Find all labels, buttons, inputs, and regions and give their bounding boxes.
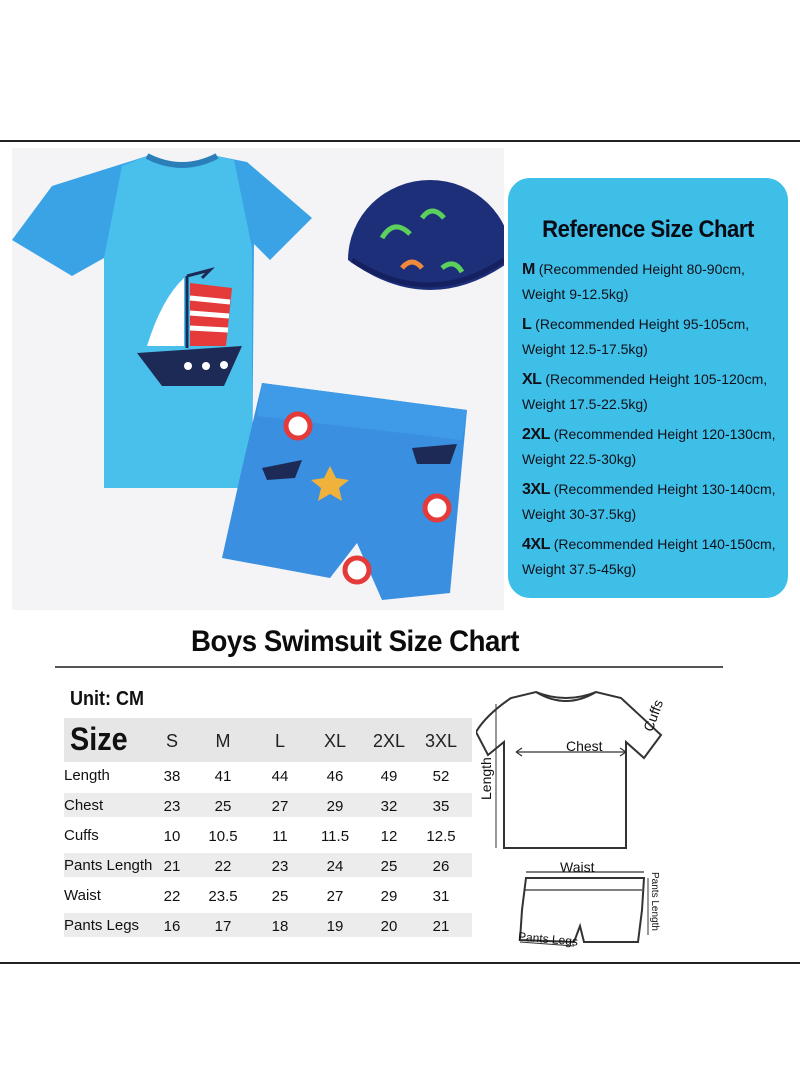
length-label: Length xyxy=(478,757,494,800)
row-label-chest: Chest xyxy=(64,797,104,814)
reference-item-m xyxy=(522,257,784,307)
swimsuit-illustration xyxy=(12,148,504,610)
table-cell: 23 xyxy=(271,858,289,875)
table-cell: 11.5 xyxy=(320,828,350,845)
reference-item-3xl xyxy=(522,477,784,527)
size-header-xl: XL xyxy=(323,731,347,751)
size-header-s: S xyxy=(165,731,178,751)
reference-weight: Weight 9-12.5kg) xyxy=(522,286,629,302)
reference-height: (Recommended Height 130-140cm, xyxy=(549,481,776,497)
table-cell: 16 xyxy=(163,918,181,935)
table-cell: 49 xyxy=(380,768,398,785)
table-cell: 41 xyxy=(214,768,232,785)
reference-weight: Weight 22.5-30kg) xyxy=(522,451,637,467)
row-label-pants-legs: Pants Legs xyxy=(64,917,140,934)
reference-height: (Recommended Height 95-105cm, xyxy=(531,316,750,332)
chest-label: Chest xyxy=(566,738,603,754)
table-cell: 17 xyxy=(214,918,232,935)
table-cell: 23.5 xyxy=(208,888,238,905)
reference-weight: Weight 37.5-45kg) xyxy=(522,561,637,577)
size-code: 2XL xyxy=(522,426,550,443)
table-cell: 11 xyxy=(272,828,288,845)
table-cell: 18 xyxy=(271,918,289,935)
row-label-length: Length xyxy=(64,767,110,784)
waist-label: Waist xyxy=(560,859,595,875)
table-cell: 20 xyxy=(380,918,398,935)
table-cell: 23 xyxy=(163,798,181,815)
reference-item-4xl xyxy=(522,532,784,582)
table-cell: 31 xyxy=(432,888,450,905)
reference-title: Reference Size Chart xyxy=(542,216,754,243)
table-cell: 35 xyxy=(432,798,450,815)
row-label-waist: Waist xyxy=(64,887,101,904)
size-code: 3XL xyxy=(522,481,550,498)
product-photo xyxy=(12,148,504,610)
table-cell: 46 xyxy=(326,768,344,785)
reference-item-xl xyxy=(522,367,784,417)
size-code: L xyxy=(522,316,532,333)
bottom-frame-rule xyxy=(0,962,800,964)
table-cell: 21 xyxy=(163,858,181,875)
table-cell: 25 xyxy=(214,798,232,815)
table-cell: 19 xyxy=(326,918,344,935)
table-cell: 25 xyxy=(380,858,398,875)
title-divider xyxy=(55,666,723,668)
table-cell: 38 xyxy=(163,768,181,785)
unit-label: Unit: CM xyxy=(70,688,144,710)
size-code: 4XL xyxy=(522,536,550,553)
size-code: M xyxy=(522,261,535,278)
reference-size-card xyxy=(508,178,788,598)
table-cell: 24 xyxy=(326,858,344,875)
garment-outline-diagram xyxy=(476,680,696,950)
table-cell: 12.5 xyxy=(426,828,456,845)
pants-legs-label: Pants Legs xyxy=(517,929,579,949)
reference-height: (Recommended Height 120-130cm, xyxy=(549,426,776,442)
table-cell: 29 xyxy=(326,798,344,815)
table-cell: 25 xyxy=(271,888,289,905)
size-header-m: M xyxy=(215,731,231,751)
table-cell: 44 xyxy=(271,768,289,785)
reference-item-l xyxy=(522,312,784,362)
table-cell: 52 xyxy=(432,768,450,785)
table-cell: 10 xyxy=(163,828,181,845)
pants-length-label: Pants Length xyxy=(649,872,660,931)
reference-item-2xl xyxy=(522,422,784,472)
reference-height: (Recommended Height 105-120cm, xyxy=(541,371,768,387)
row-label-cuffs: Cuffs xyxy=(64,827,99,844)
measurement-diagram xyxy=(476,680,696,950)
table-cell: 26 xyxy=(432,858,450,875)
size-chart-title: Boys Swimsuit Size Chart xyxy=(191,625,519,658)
reference-height: (Recommended Height 140-150cm, xyxy=(549,536,776,552)
table-cell: 12 xyxy=(380,828,398,845)
table-cell: 22 xyxy=(163,888,181,905)
table-cell: 10.5 xyxy=(208,828,238,845)
row-label-pants-length: Pants Length xyxy=(64,857,153,874)
table-cell: 21 xyxy=(432,918,450,935)
table-cell: 29 xyxy=(380,888,398,905)
size-code: XL xyxy=(522,371,542,388)
reference-weight: Weight 30-37.5kg) xyxy=(522,506,637,522)
table-cell: 27 xyxy=(271,798,289,815)
reference-weight: Weight 12.5-17.5kg) xyxy=(522,341,648,357)
size-header-2xl: 2XL xyxy=(372,731,406,751)
table-cell: 27 xyxy=(326,888,344,905)
size-column-heading: Size xyxy=(70,721,128,757)
reference-weight: Weight 17.5-22.5kg) xyxy=(522,396,648,412)
size-header-3xl: 3XL xyxy=(424,731,458,751)
reference-height: (Recommended Height 80-90cm, xyxy=(534,261,745,277)
table-cell: 32 xyxy=(380,798,398,815)
cuffs-label: Cuffs xyxy=(640,697,667,734)
table-cell: 22 xyxy=(214,858,232,875)
size-header-l: L xyxy=(274,731,285,751)
